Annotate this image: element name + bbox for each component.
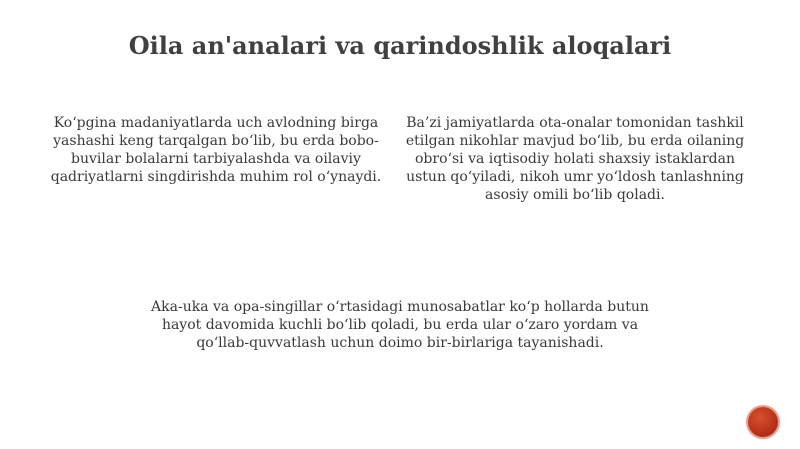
bottom-text-block: Aka-uka va opa-singillar o‘rtasidagi munosabatlar ko‘p hollarda butun hayot davomida kuchli bo‘lib qoladi, bu erda ular o‘zaro yordam va qo‘llab-quvvatlash uchun doimo bir-birlariga tayanishadi.: [151, 299, 649, 351]
right-text-block: Ba’zi jamiyatlarda ota-onalar tomonidan tashkil etilgan nikohlar mavjud bo‘lib, bu erda oilaning obro‘si va iqtisodiy holati shaxsiy istaklardan ustun qo‘yiladi, nikoh umr yo‘ldosh tanlashning asosiy omili bo‘lib qoladi.: [405, 115, 745, 203]
next-slide-button[interactable]: [748, 407, 778, 437]
slide-title: Oila an'analari va qarindoshlik aloqalari: [128, 31, 672, 60]
left-text-block: Ko‘pgina madaniyatlarda uch avlodning birga yashashi keng tarqalgan bo‘lib, bu erda bobo-buvilar bolalarni tarbiyalashda va oilaviy qadriyatlarni singdirishda muhim rol o‘ynaydi.: [50, 115, 382, 185]
